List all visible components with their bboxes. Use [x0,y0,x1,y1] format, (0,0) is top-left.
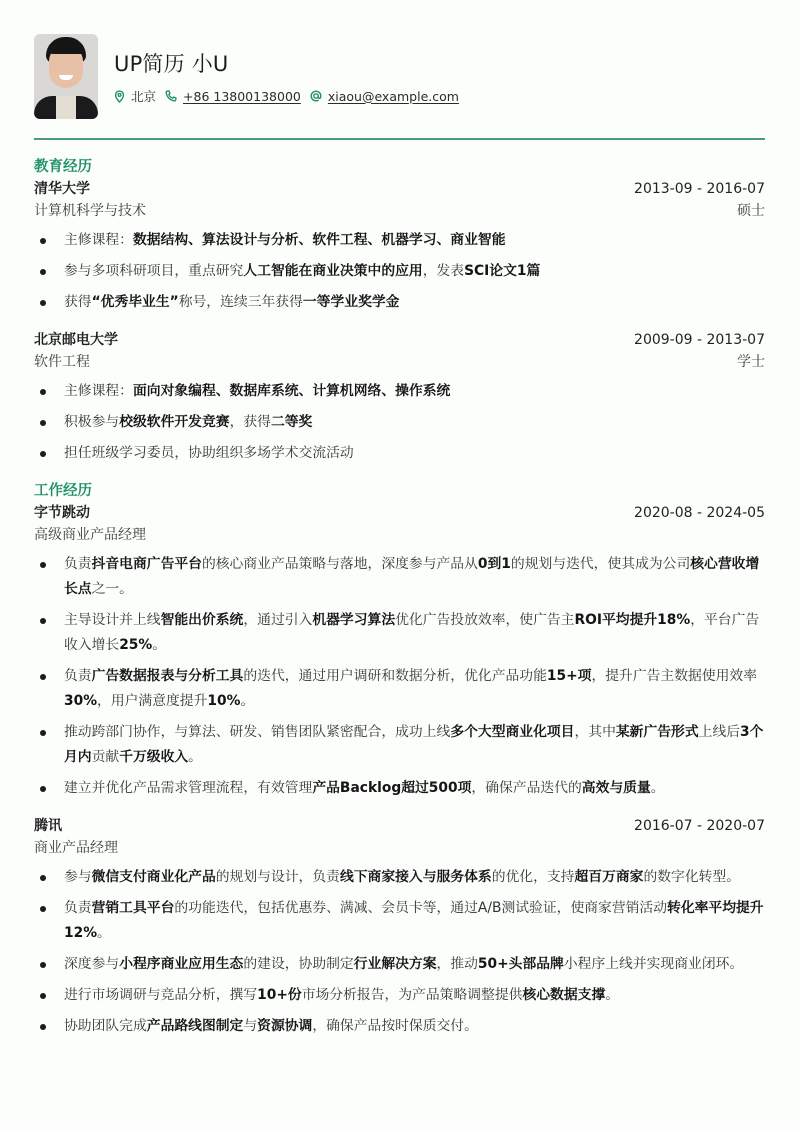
work-entry [34,815,765,1039]
highlight-text: 某新广告形式 [615,724,699,740]
highlight-text: 多个大型商业化项目 [450,724,575,740]
bullet-item: 进行市场调研与竞品分析，撰写10+份市场分析报告，为产品策略调整提供核心数据支撑。 [34,983,765,1008]
highlight-text: 3个月内 [64,724,764,765]
highlight-text: 智能出价系统 [160,612,244,628]
highlight-text: 10+份 [257,987,302,1003]
highlight-text: “优秀毕业生” [91,294,179,310]
resume-content [34,156,765,1045]
contact-phone[interactable] [165,89,301,104]
company-name: 腾讯 [34,818,62,834]
highlight-text: 超百万商家 [574,869,644,885]
highlight-text: 10% [207,693,241,709]
bullet-item: 主导设计并上线智能出价系统，通过引入机器学习算法优化广告投放效率，使广告主ROI平均提升18%，平台广告收入增长25%。 [34,608,765,658]
school-name: 北京邮电大学 [34,332,118,348]
major: 计算机科学与技术 [34,203,146,219]
date-range: 2020-08 - 2024-05 [634,505,765,521]
bullet-item: 担任班级学习委员，协助组织多场学术交流活动 [34,441,765,466]
company-name: 字节跳动 [34,505,90,521]
highlight-text: 千万级收入 [119,749,189,765]
spacer [34,472,765,480]
highlight-text: 产品路线图制定 [146,1018,244,1034]
photo-shirt [56,96,76,119]
email-link[interactable]: xiaou@example.com [327,88,459,104]
work-entry [34,502,765,801]
bullet-list [34,865,765,1039]
highlight-text: 微信支付商业化产品 [91,869,216,885]
bullet-item: 建立并优化产品需求管理流程，有效管理产品Backlog超过500项，确保产品迭代的高效与质量。 [34,776,765,801]
contact-row [114,87,468,105]
header-divider [34,138,765,140]
location-text: 北京 [131,89,157,104]
highlight-text: ROI平均提升18% [574,612,691,628]
entry-subheader [34,351,765,373]
education-entry [34,329,765,466]
highlight-text: 广告数据报表与分析工具 [91,668,244,684]
highlight-text: 二等奖 [270,414,313,430]
resume-header [34,34,468,119]
highlight-text: 人工智能在商业决策中的应用 [243,263,423,279]
highlight-text: 15+项 [546,668,592,684]
highlight-text: 小程序商业应用生态 [119,956,244,972]
highlight-text: 抖音电商广告平台 [91,556,202,572]
highlight-text: 核心营收增长点 [64,556,760,597]
highlight-text: 核心数据支撑 [522,987,606,1003]
entry-subheader [34,524,765,546]
date-range: 2013-09 - 2016-07 [634,181,765,197]
highlight-text: 机器学习算法 [312,612,396,628]
degree: 硕士 [737,203,765,219]
highlight-text: 线下商家接入与服务体系 [339,869,492,885]
bullet-item: 参与多项科研项目，重点研究人工智能在商业决策中的应用，发表SCI论文1篇 [34,259,765,284]
highlight-text: 校级软件开发竞赛 [119,414,230,430]
at-sign-icon [310,90,322,102]
highlight-text: 行业解决方案 [353,956,437,972]
major: 软件工程 [34,354,90,370]
highlight-text: 30% [64,693,98,709]
bullet-item: 参与微信支付商业化产品的规划与设计，负责线下商家接入与服务体系的优化，支持超百万商家的数字化转型。 [34,865,765,890]
entry-subheader [34,837,765,859]
entry-header [34,329,765,351]
highlight-text: 一等学业奖学金 [302,294,400,310]
contact-email[interactable] [310,89,459,104]
bullet-item: 获得“优秀毕业生”称号，连续三年获得一等学业奖学金 [34,290,765,315]
job-title: 商业产品经理 [34,840,118,856]
bullet-item: 负责抖音电商广告平台的核心商业产品策略与落地，深度参与产品从0到1的规划与迭代，使其成为公司核心营收增长点之一。 [34,552,765,602]
work-section [34,480,765,1039]
section-title-education: 教育经历 [34,159,92,175]
highlight-text: 0到1 [477,556,511,572]
bullet-item: 负责广告数据报表与分析工具的迭代，通过用户调研和数据分析，优化产品功能15+项，提升广告主数据使用效率30%，用户满意度提升10%。 [34,664,765,714]
bullet-item: 积极参与校级软件开发竞赛，获得二等奖 [34,410,765,435]
highlight-text: 高效与质量 [581,780,651,796]
highlight-text: 产品Backlog超过500项 [312,780,472,796]
phone-link[interactable]: +86 13800138000 [183,88,301,104]
bullet-item: 协助团队完成产品路线图制定与资源协调，确保产品按时保质交付。 [34,1014,765,1039]
section-title-work: 工作经历 [34,483,92,499]
entry-header [34,178,765,200]
identity-block [114,34,468,119]
highlight-text: 面向对象编程、数据库系统、计算机网络、操作系统 [132,383,451,399]
bullet-item: 负责营销工具平台的功能迭代，包括优惠券、满减、会员卡等，通过A/B测试验证，使商家营销活动转化率平均提升12%。 [34,896,765,946]
highlight-text: 50+头部品牌 [477,956,564,972]
highlight-text: 转化率平均提升12% [64,900,764,941]
bullet-item: 主修课程：面向对象编程、数据库系统、计算机网络、操作系统 [34,379,765,404]
contact-location [114,87,156,105]
bullet-list [34,228,765,315]
highlight-text: 营销工具平台 [91,900,175,916]
bullet-list [34,552,765,801]
date-range: 2016-07 - 2020-07 [634,818,765,834]
phone-icon [165,90,177,102]
highlight-text: 资源协调 [257,1018,313,1034]
photo-fringe [48,42,84,54]
highlight-text: 数据结构、算法设计与分析、软件工程、机器学习、商业智能 [132,232,506,248]
bullet-item: 主修课程：数据结构、算法设计与分析、软件工程、机器学习、商业智能 [34,228,765,253]
education-entry [34,178,765,315]
education-section [34,156,765,466]
entry-header [34,815,765,837]
degree: 学士 [737,354,765,370]
spacer [34,807,765,815]
profile-photo [34,34,98,119]
school-name: 清华大学 [34,181,90,197]
bullet-item: 深度参与小程序商业应用生态的建设，协助制定行业解决方案，推动50+头部品牌小程序上线并实现商业闭环。 [34,952,765,977]
entry-subheader [34,200,765,222]
bullet-item: 推动跨部门协作，与算法、研发、销售团队紧密配合，成功上线多个大型商业化项目，其中某新广告形式上线后3个月内贡献千万级收入。 [34,720,765,770]
spacer [34,321,765,329]
highlight-text: SCI论文1篇 [464,263,541,279]
highlight-text: 25% [119,637,153,653]
date-range: 2009-09 - 2013-07 [634,332,765,348]
entry-header [34,502,765,524]
job-title: 高级商业产品经理 [34,527,146,543]
map-pin-icon [114,90,125,103]
candidate-name: UP简历 小U [114,52,229,76]
bullet-list [34,379,765,466]
